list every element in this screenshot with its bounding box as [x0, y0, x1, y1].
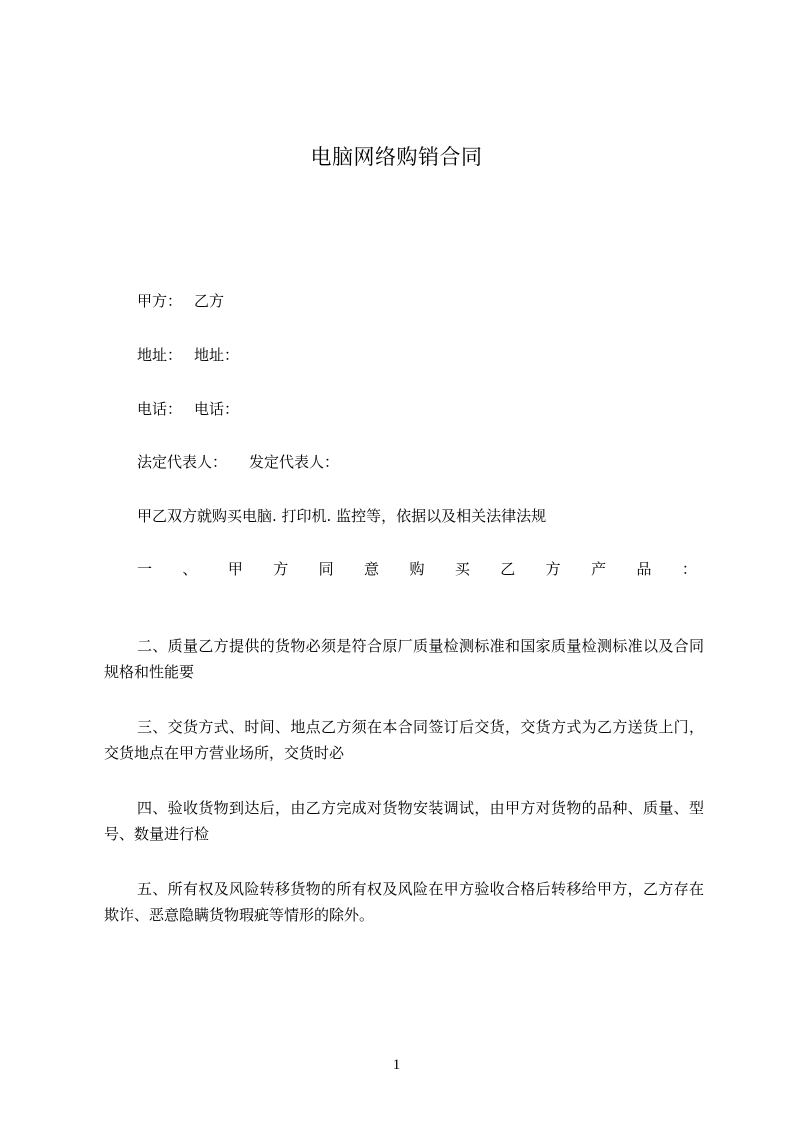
clause-1-char: 一: [137, 560, 153, 578]
phone-b-label: 电话：: [194, 400, 240, 418]
page-number: 1: [392, 1057, 401, 1073]
representative-line: [137, 452, 339, 472]
clause-1-char: 产: [591, 560, 607, 578]
rep-a-label: 法定代表人：: [137, 453, 228, 471]
clause-1-char: 乙: [500, 560, 516, 578]
clause-2-paragraph: 二、质量乙方提供的货物必须是符合原厂质量检测标准和国家质量检测标准以及合同规格和性能要: [104, 637, 704, 681]
clause-1-char: 购: [409, 560, 425, 578]
party-a-label: 甲方：: [137, 292, 183, 310]
party-b-label: 乙方: [194, 292, 225, 310]
intro-paragraph: 甲乙双方就购买电脑. 打印机. 监控等，依据以及相关法律法规: [137, 507, 547, 525]
clause-1-char: 买: [454, 560, 470, 578]
address-line: [137, 345, 239, 365]
clause-5-paragraph: 五、所有权及风险转移货物的所有权及风险在甲方验收合格后转移给甲方，乙方存在欺诈、恶意隐瞒货物瑕疵等情形的除外。: [104, 880, 704, 924]
clause-1-heading: [137, 559, 697, 579]
clause-1-char: 甲: [227, 560, 243, 578]
phone-line: [137, 399, 239, 419]
clause-1-char: 、: [182, 560, 198, 578]
address-b-label: 地址：: [194, 346, 240, 364]
clause-1-char: 方: [545, 560, 561, 578]
clause-3-paragraph: 三、交货方式、时间、地点乙方须在本合同签订后交货，交货方式为乙方送货上门，交货地点在甲方营业场所，交货时必: [104, 718, 704, 762]
clause-1-char: ：: [681, 560, 697, 578]
clause-1-char: 同: [318, 560, 334, 578]
clause-1-char: 品: [636, 560, 652, 578]
address-a-label: 地址：: [137, 346, 183, 364]
clause-1-char: 意: [364, 560, 380, 578]
phone-a-label: 电话：: [137, 400, 183, 418]
clause-1-char: 方: [273, 560, 289, 578]
party-line: [137, 291, 224, 311]
clause-4-paragraph: 四、验收货物到达后，由乙方完成对货物安装调试，由甲方对货物的品种、质量、型号、数量进行检: [104, 799, 704, 843]
document-title: 电脑网络购销合同: [310, 145, 483, 169]
rep-b-label: 发定代表人：: [249, 453, 340, 471]
